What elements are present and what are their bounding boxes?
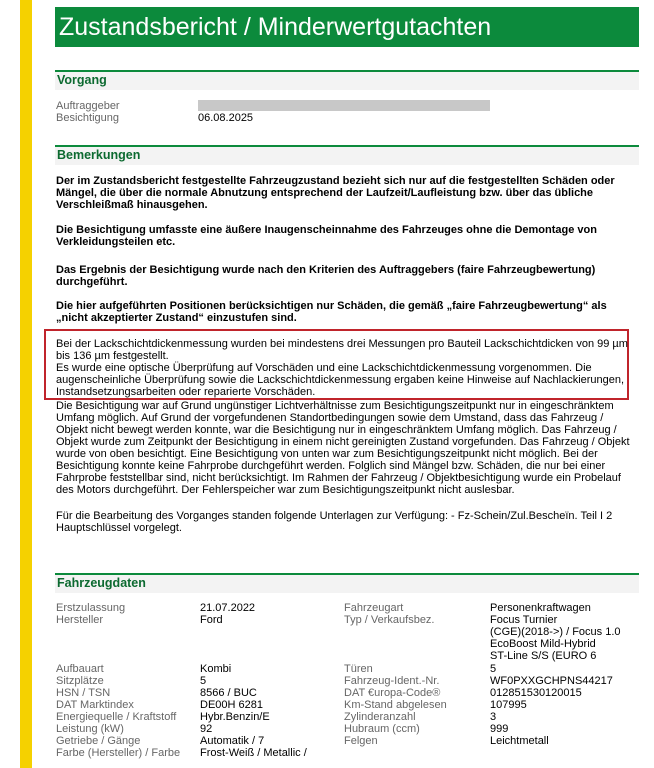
field-value: 3	[490, 711, 497, 723]
section-title-bemerkungen: Bemerkungen	[57, 148, 141, 162]
auftraggeber-redacted	[198, 100, 490, 111]
field-value: 999	[490, 723, 509, 735]
section-bemerkungen	[55, 145, 639, 165]
field-label: Aufbauart	[56, 663, 104, 675]
field-label: DAT €uropa-Code®	[344, 687, 441, 699]
field-label: Farbe (Hersteller) / Farbe	[56, 747, 181, 759]
field-value: ST-Line S/S (EURO 6	[490, 650, 597, 662]
field-label: Zylinderanzahl	[344, 711, 416, 723]
remark-paragraph: Bei der Lackschichtdickenmessung wurden bei mindestens drei Messungen pro Bauteil Lackschichtdicken von 99 µm bis 136 µm festgestellt.	[56, 338, 628, 362]
field-value: Kombi	[200, 663, 232, 675]
section-header-fahrzeugdaten	[55, 573, 639, 593]
field-label: HSN / TSN	[56, 687, 111, 699]
besichtigung-value: 06.08.2025	[198, 112, 254, 124]
field-label: Leistung (kW)	[56, 723, 124, 735]
field-value: Leichtmetall	[490, 735, 549, 747]
field-label: Hersteller	[56, 614, 104, 626]
field-value: Frost-Weiß / Metallic /	[200, 747, 307, 759]
field-value: WF0PXXGCHPNS44217	[490, 675, 613, 687]
field-value: EcoBoost Mild-Hybrid	[490, 638, 596, 650]
remark-paragraph: Die Besichtigung umfasste eine äußere Inaugenscheinnahme des Fahrzeuges ohne die Demontage von Verkleidungsteilen etc.	[56, 224, 597, 248]
section-header-bemerkungen	[55, 145, 639, 165]
field-label: Typ / Verkaufsbez.	[344, 614, 435, 626]
field-label: DAT Marktindex	[56, 699, 134, 711]
field-value: 012851530120015	[490, 687, 582, 699]
field-value: (CGE)(2018->) / Focus 1.0	[490, 626, 621, 638]
field-label: Km-Stand abgelesen	[344, 699, 447, 711]
section-vorgang	[55, 70, 639, 90]
field-label: Felgen	[344, 735, 378, 747]
remark-paragraph: Die hier aufgeführten Positionen berücksichtigen nur Schäden, die gemäß „faire Fahrzeugbewertung“ als „nicht akzeptierter Zustand“ einzustufen sind.	[56, 300, 607, 324]
section-title-fahrzeugdaten: Fahrzeugdaten	[57, 576, 146, 590]
field-label: Getriebe / Gänge	[56, 735, 141, 747]
field-label: Fahrzeugart	[344, 602, 404, 614]
field-value: Personenkraftwagen	[490, 602, 591, 614]
field-value: Hybr.Benzin/E	[200, 711, 270, 723]
field-value: 21.07.2022	[200, 602, 256, 614]
field-label: Hubraum (ccm)	[344, 723, 420, 735]
section-fahrzeugdaten	[55, 573, 639, 593]
field-value: Ford	[200, 614, 223, 626]
field-value: DE00H 6281	[200, 699, 263, 711]
remark-paragraph: Das Ergebnis der Besichtigung wurde nach den Kriterien des Auftraggebers (faire Fahrzeugbewertung) durchgeführt.	[56, 264, 596, 288]
remark-paragraph: Der im Zustandsbericht festgestellte Fahrzeugzustand bezieht sich nur auf die festgestellten Schäden oder Mängel, die über die normale Abnutzung entsprechend der Laufzeit/Laufleistung bzw. über das übliche Verschleißmaß hinausgehen.	[56, 175, 615, 211]
field-label: Energiequelle / Kraftstoff	[56, 711, 177, 723]
remark-paragraph: Für die Bearbeitung des Vorganges standen folgende Unterlagen zur Verfügung: - Fz-Schein/Zul.Bescheïn. Teil I 2 Hauptschlüssel vorgelegt.	[56, 510, 613, 534]
field-value: 92	[200, 723, 213, 735]
field-label: Erstzulassung	[56, 602, 126, 614]
besichtigung-label: Besichtigung	[56, 112, 119, 124]
page-title: Zustandsbericht / Minderwertgutachten	[55, 7, 639, 47]
remark-paragraph: Die Besichtigung war auf Grund ungünstiger Lichtverhältnisse zum Besichtigungszeitpunkt nur in eingeschränktem Umfang möglich. Auf Grund der vorgefundenen Standortbedingungen sowie dem Umstand, dass das Fahrzeug / Objekt nicht bewegt werden konnte, war die Besichtigung nur in eingeschränktem Umfang möglich. Das Fahrzeug / Objekt wurde zum Zeitpunkt der Besichtigung in einem nicht gereinigten Zustand vorgefunden. Das Fahrzeug / Objekt wurde von oben besichtigt. Eine Besichtigung von unten war zum Besichtigungszeitpunkt nicht möglich. Bei der Besichtigung konnte keine Fahrprobe durchgeführt werden. Folglich sind Mängel bzw. Schäden, die nur bei einer Fahrprobe feststellbar sind, nicht berücksichtigt. Im Rahmen der Fahrzeug / Objektbesichtigung wurde ein Probelauf des Motors durchgeführt. Der Fehlerspeicher war zum Besichtigungszeitpunkt nicht auslesbar.	[56, 400, 630, 496]
field-value: 8566 / BUC	[200, 687, 257, 699]
field-value: 5	[490, 663, 497, 675]
field-value: Automatik / 7	[200, 735, 265, 747]
field-value: Focus Turnier	[490, 614, 558, 626]
field-value: 107995	[490, 699, 527, 711]
auftraggeber-label: Auftraggeber	[56, 100, 120, 112]
field-value: 5	[200, 675, 207, 687]
remark-paragraph: Es wurde eine optische Überprüfung auf Vorschäden und eine Lackschichtdickenmessung vorgenommen. Die augenscheinliche Überprüfung sowie die Lackschichtdickenmessung ergaben keine Hinweise auf Nachlackierungen, Instandsetzungsarbeiten oder reparierte Vorschäden.	[56, 362, 625, 398]
field-label: Türen	[344, 663, 373, 675]
accent-bar	[20, 0, 32, 768]
section-header-vorgang	[55, 70, 639, 90]
field-label: Fahrzeug-Ident.-Nr.	[344, 675, 440, 687]
section-title-vorgang: Vorgang	[57, 73, 107, 87]
field-label: Sitzplätze	[56, 675, 104, 687]
